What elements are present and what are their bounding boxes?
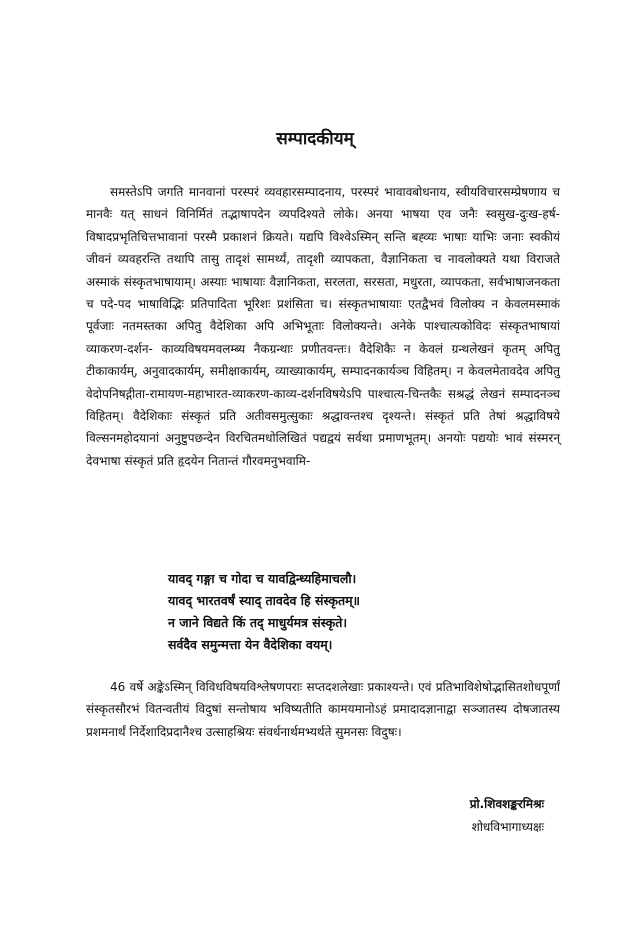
verse-line: यावद् भारतवर्षं स्याद् तावदेव हि संस्कृतम्॥ [168, 593, 361, 608]
signature-name: प्रो.शिवशङ्करमिश्रः [469, 797, 544, 811]
verse-line: न जाने विद्यते किं तद् माधुर्यमत्र संस्कृते। [168, 615, 348, 630]
verse-block [168, 568, 468, 656]
paragraph-intro: समस्तेऽपि जगति मानवानां परस्परं व्यवहारसम्पादनाय, परस्परं भावावबोधनाय, स्वीयविचारसम्प्रेषणाय च मानवैः यत् साधनं विनिर्मितं तद्भाषापदेन व्यपदिश्यते लोके। अनया भाषया एव जनैः स्वसुख-दुःख-हर्ष-विषादप्रभृतिचित्तभावानां परस्मै प्रकाशनं क्रियते। यद्यपि विश्वेऽस्मिन् सन्ति बह्व्यः भाषाः याभिः जनाः स्वकीयं जीवनं व्यवहरन्ति तथापि तासु तादृशं सामर्थ्यं, तादृशी व्यापकता, वैज्ञानिकता च नावलोक्यते यथा विराजते अस्माकं संस्कृतभाषायाम्। अस्याः भाषायाः वैज्ञानिकता, सरलता, सरसता, मधुरता, व्यापकता, सर्वभाषाजनकता च पदे-पद भाषाविद्भिः प्रतिपादिता भूरिशः प्रशंसिता च। संस्कृतभाषायाः एतद्वैभवं विलोक्य न केवलमस्माकं पूर्वजाः नतमस्तका अपितु वैदेशिका अपि अभिभूताः विलोक्यन्ते। अनेके पाश्चात्यकोविदः संस्कृतभाषायां व्याकरण-दर्शन- काव्यविषयमवलम्ब्य नैकग्रन्थाः प्रणीतवन्तः। वैदेशिकैः न केवलं ग्रन्थलेखनं कृतम् अपितु टीकाकार्यम्, अनुवादकार्यम्, समीक्षाकार्यम्, व्याख्याकार्यम्, सम्पादनकार्यञ्च विहितम्। न केवलमेतावदेव अपितु वेदोपनिषद्गीता-रामायण-महाभारत-व्याकरण-काव्य-दर्शनविषयेऽपि पाश्चात्य-चिन्तकैः सश्रद्धं लेखनं सम्पादनञ्च विहितम्। वैदेशिकाः संस्कृतं प्रति अतीवसमुत्सुकाः श्रद्धावन्तश्च दृश्यन्ते। संस्कृतं प्रति तेषां श्रद्धाविषये विल्सनमहोदयानां अनुष्टुपछन्देन विरचितमधोलिखितं पद्यद्वयं सर्वथा प्रमाणभूतम्। अनयोः पद्ययोः भावं संस्मरन् देवभाषा संस्कृतं प्रति हृदयेन नितान्तं गौरवमनुभवामि- [86, 185, 560, 468]
page-title: सम्पादकीयम् [276, 129, 354, 149]
verse-line: सर्वदैव समुन्मत्ता येन वैदेशिका वयम्। [168, 637, 333, 652]
paragraph-closing: 46 वर्षे अङ्केऽस्मिन् विविधविषयविश्लेषणपराः सप्तदशलेखाः प्रकाश्यन्ते। एवं प्रतिभाविशेषोद्भासितशोधपूर्णां संस्कृतसौरभं वितन्वतीयं विदुषां सन्तोषाय भविष्यतीति कामयमानोऽहं प्रमादादज्ञानाद्वा सञ्जातस्य दोषजातस्य प्रशमनार्थं निर्देशादिप्रदानैश्च उत्साहश्रियः संवर्धनार्थमभ्यर्थते सुमनसः विदुषः। [86, 680, 560, 739]
verse-line: यावद् गङ्गा च गोदा च यावद्विन्ध्यहिमाचलौ। [168, 571, 357, 586]
signature-role: शोधविभागाध्यक्षः [471, 820, 544, 834]
